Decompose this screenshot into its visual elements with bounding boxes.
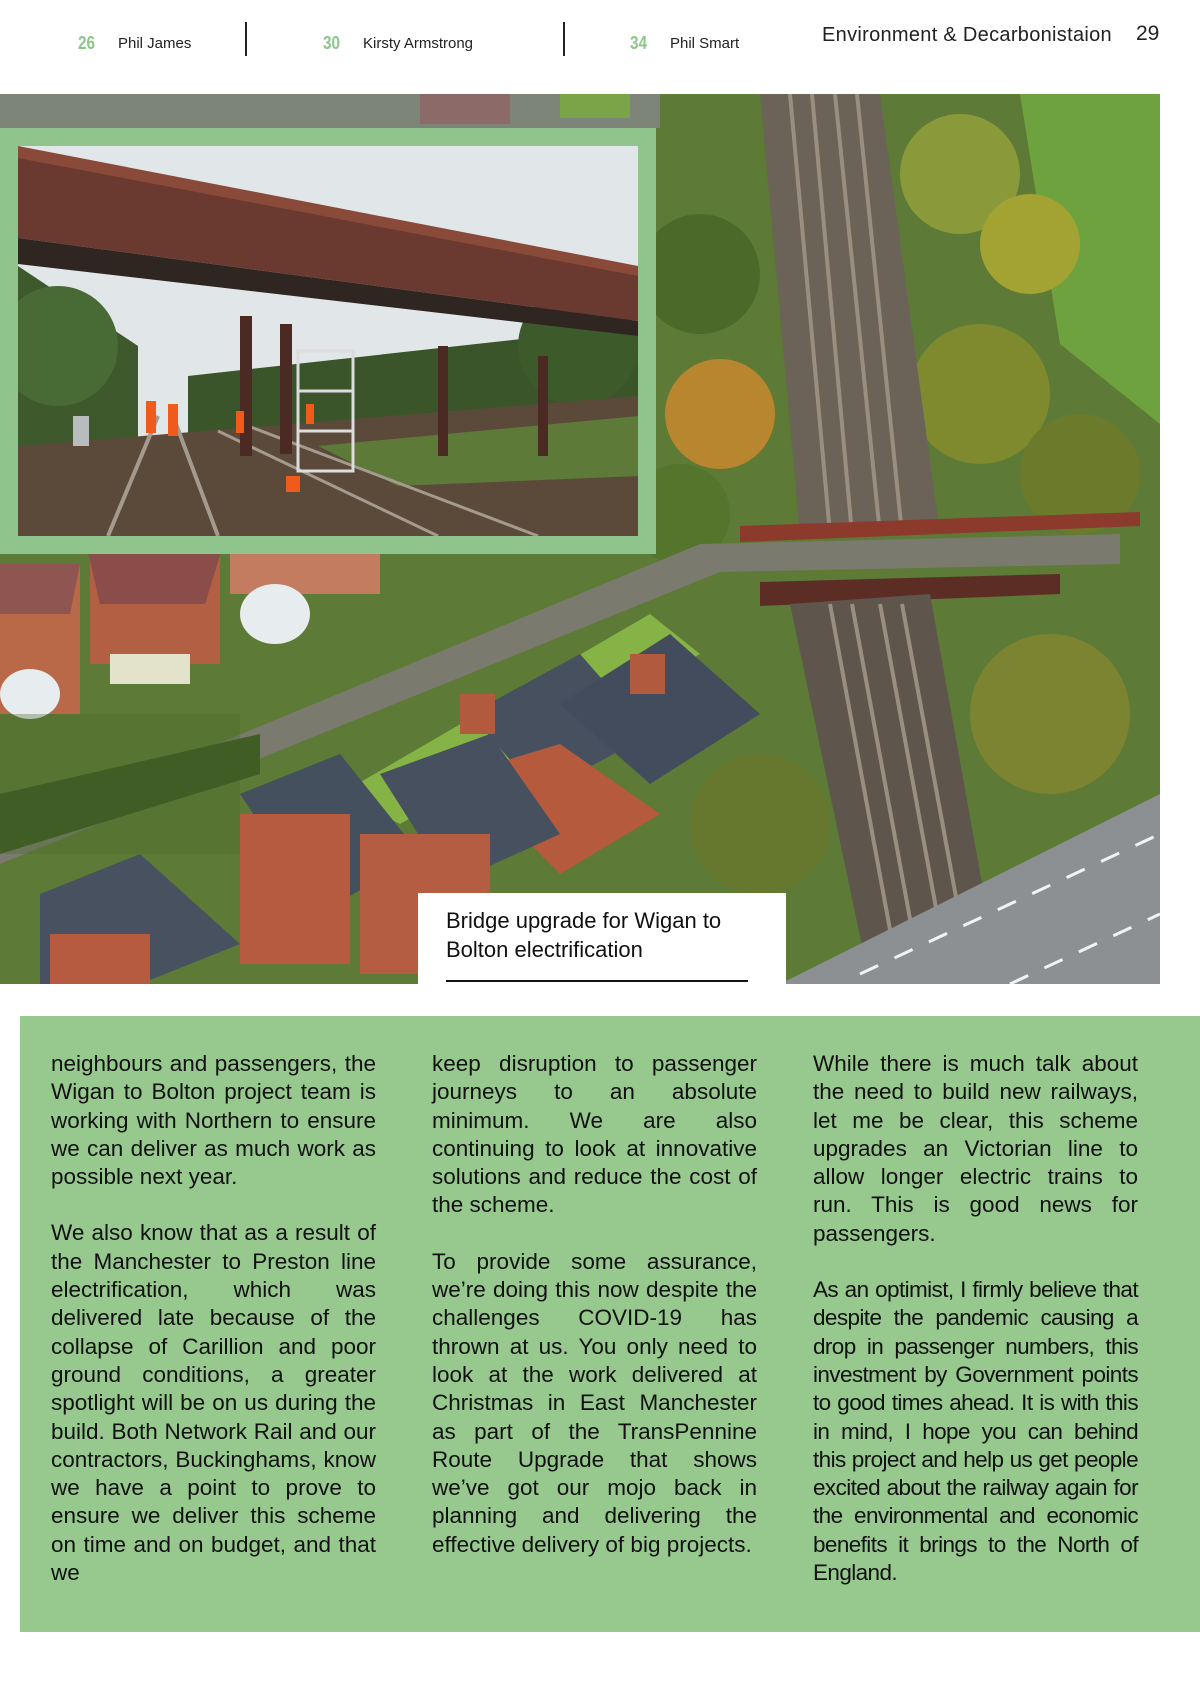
bridge-inset-photo — [18, 146, 638, 536]
nav-link-phil-smart[interactable] — [630, 26, 739, 60]
article-paragraph: While there is much talk about the need to build new railways, let me be clear, this scheme upgrades an Victorian line to allow longer electric trains to run. This is good news for passengers. — [813, 1051, 1138, 1246]
nav-divider — [563, 22, 565, 56]
page-number: 29 — [1136, 22, 1160, 45]
article-paragraph: keep disruption to passenger journeys to an absolute minimum. We are also continuing to look at innovative solutions and reduce the cost of the scheme. — [432, 1051, 757, 1218]
nav-page-number: 26 — [78, 32, 96, 53]
nav-page-number: 34 — [630, 32, 648, 53]
article-paragraph: As an optimist, I firmly believe that despite the pandemic causing a drop in passenger numbers, this investment by Government points to good times ahead. It is with this in mind, I hope you can behind this project and help us get people excited about the railway again for the environmental and economic benefits it brings to the North of England. — [813, 1277, 1138, 1586]
caption-line: Bridge upgrade for Wigan to — [446, 908, 722, 933]
caption-line: Bolton electrification — [446, 937, 643, 962]
nav-author-name: Kirsty Armstrong — [363, 34, 474, 52]
nav-link-kirsty-armstrong[interactable] — [323, 26, 473, 60]
article-column-2 — [432, 1050, 757, 1587]
photo-caption — [446, 906, 766, 964]
article-column-1 — [51, 1050, 376, 1615]
page-header — [0, 0, 1200, 94]
nav-divider — [245, 22, 247, 56]
caption-underline — [446, 980, 748, 982]
section-title: Environment & Decarbonistaion — [822, 24, 1112, 46]
nav-link-phil-james[interactable] — [78, 26, 191, 60]
article-paragraph: neighbours and passengers, the Wigan to Bolton project team is working with Northern to ensure we can deliver as much work as possible next year. — [51, 1051, 376, 1190]
article-paragraph: We also know that as a result of the Manchester to Preston line electrification, which was delivered late because of the collapse of Carillion and poor ground conditions, a greater spotlight will be on us during the build. Both Network Rail and our contractors, Buckinghams, know we have a point to prove to ensure we deliver this scheme on time and on budget, and that we — [51, 1220, 376, 1586]
nav-page-number: 30 — [323, 32, 341, 53]
nav-author-name: Phil James — [118, 34, 192, 52]
article-paragraph: To provide some assurance, we’re doing this now despite the challenges COVID-19 has thrown at us. You only need to look at the work delivered at Christmas in East Manchester as part of the TransPennine Route Upgrade that shows we’ve got our mojo back in planning and delivering the effective delivery of big projects. — [432, 1248, 757, 1557]
nav-author-name: Phil Smart — [670, 34, 740, 52]
article-column-3 — [813, 1050, 1138, 1615]
